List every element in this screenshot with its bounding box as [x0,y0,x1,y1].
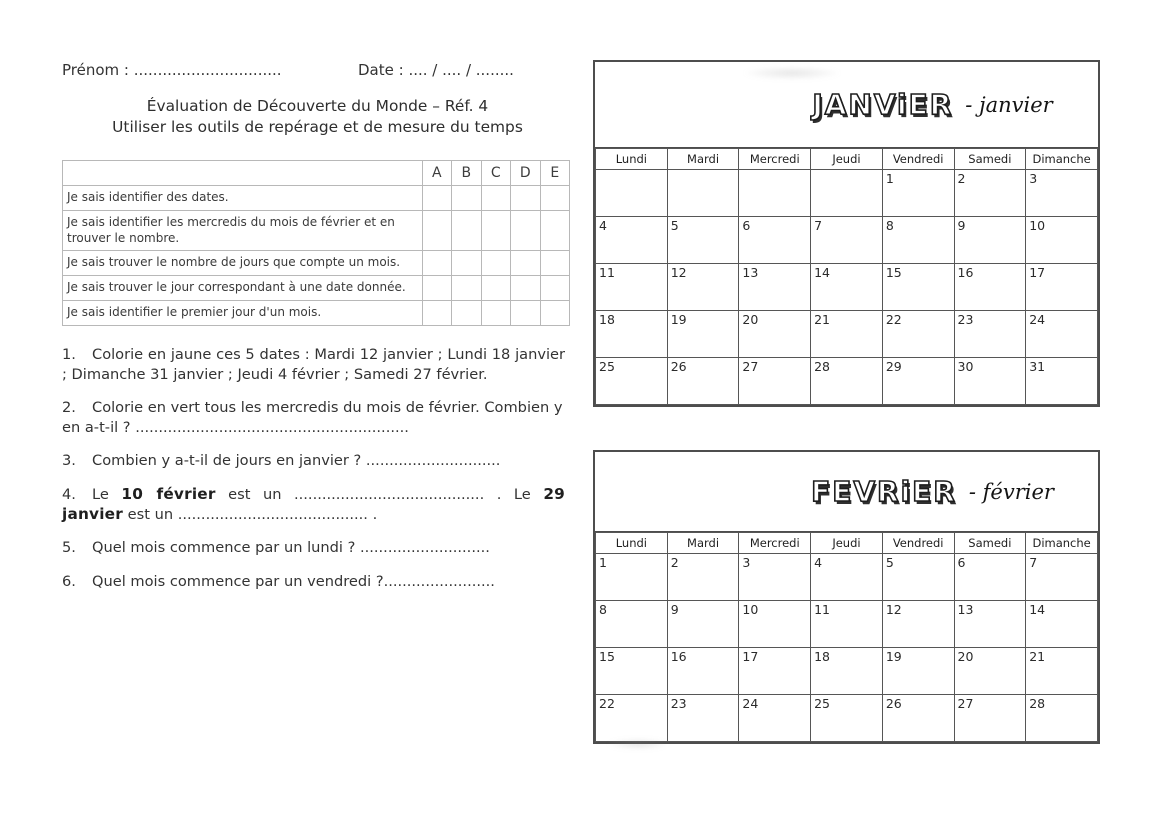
question-number: 3. [62,452,76,470]
question-3 [62,451,565,471]
question-number: 1. [62,345,76,363]
day-cell: 25 [596,358,668,405]
calendar-week-row [596,170,1098,217]
grade-cell [481,251,511,276]
grade-cell [540,276,570,301]
grade-cell [422,186,452,211]
day-cell: 21 [811,311,883,358]
day-header: Dimanche [1026,533,1098,554]
day-cell: 8 [596,601,668,648]
day-cell: 8 [882,217,954,264]
day-header: Vendredi [882,533,954,554]
day-cell: 27 [954,695,1026,742]
grade-cell [540,186,570,211]
month-title: JANViER [812,88,954,121]
day-header: Samedi [954,149,1026,170]
skill-row [63,301,570,326]
day-header: Jeudi [811,149,883,170]
day-cell: 21 [1026,648,1098,695]
day-cell: 24 [739,695,811,742]
calendar-week-row [596,264,1098,311]
day-cell: 23 [667,695,739,742]
question-5 [62,538,565,558]
question-text: est un [123,505,178,523]
day-cell: 31 [1026,358,1098,405]
day-header: Lundi [596,533,668,554]
skill-row [63,276,570,301]
day-cell: 7 [1026,554,1098,601]
day-header: Mercredi [739,533,811,554]
day-cell: 13 [954,601,1026,648]
calendar-week-row [596,217,1098,264]
grade-cell [452,276,482,301]
day-cell: 26 [667,358,739,405]
day-cell: 17 [739,648,811,695]
day-cell: 16 [954,264,1026,311]
day-cell: 19 [667,311,739,358]
skills-column-header: D [511,161,541,186]
bold-date: 10 février [121,484,216,503]
grade-cell [511,210,541,251]
day-cell: 14 [811,264,883,311]
question-2 [62,398,565,437]
day-cell: 9 [954,217,1026,264]
question-1 [62,345,565,384]
grade-cell [422,301,452,326]
prenom-field: Prénom : ............................... [62,61,282,79]
day-header: Mardi [667,149,739,170]
question-text: . [367,505,378,523]
skills-column-header: B [452,161,482,186]
grade-cell [452,186,482,211]
calendar-title-bar [595,452,1098,532]
answer-blank: ......................................... [294,485,485,503]
day-cell: 3 [1026,170,1098,217]
day-header: Dimanche [1026,149,1098,170]
calendar-grid [595,532,1098,742]
calendar-week-row [596,648,1098,695]
worksheet-title [62,96,565,138]
month-subtitle: - février [968,479,1054,504]
day-cell: 9 [667,601,739,648]
day-cell: 15 [596,648,668,695]
day-cell [811,170,883,217]
date-field: Date : .... / .... / ........ [358,61,514,79]
day-cell: 12 [667,264,739,311]
day-cell: 23 [954,311,1026,358]
day-cell: 11 [811,601,883,648]
day-cell: 2 [954,170,1026,217]
grade-cell [540,210,570,251]
skill-row [63,186,570,211]
day-cell: 19 [882,648,954,695]
day-header: Vendredi [882,149,954,170]
calendar-week-row [596,601,1098,648]
day-cell: 12 [882,601,954,648]
bold-date: 29 janvier [62,484,565,523]
day-cell: 2 [667,554,739,601]
skill-label: Je sais identifier des dates. [63,186,423,211]
title-line-1: Évaluation de Découverte du Monde – Réf. 4 [146,97,489,115]
question-text: Quel mois commence par un vendredi ?........................ [92,572,495,590]
skill-label: Je sais identifier les mercredis du mois de février et en trouver le nombre. [63,210,423,251]
question-text: Le [92,485,122,503]
grade-cell [540,301,570,326]
day-cell: 6 [954,554,1026,601]
grade-cell [452,251,482,276]
skills-column-header: A [422,161,452,186]
calendar-day-header-row [596,533,1098,554]
grade-cell [481,210,511,251]
day-cell: 17 [1026,264,1098,311]
grade-cell [511,301,541,326]
day-cell: 13 [739,264,811,311]
day-cell: 4 [596,217,668,264]
answer-blank: ......................................... [177,505,368,523]
question-text: Colorie en jaune ces 5 dates : Mardi 12 janvier ; Lundi 18 janvier ; Dimanche 31 janvier ; Jeudi 4 février ; Samedi 27 février. [62,345,565,383]
day-cell: 22 [596,695,668,742]
day-cell: 6 [739,217,811,264]
calendar-week-row [596,695,1098,742]
day-cell: 11 [596,264,668,311]
grade-cell [511,186,541,211]
question-text: est un [215,485,295,503]
grade-cell [481,301,511,326]
skills-header-blank [63,161,423,186]
question-number: 2. [62,399,76,417]
calendar-february [593,450,1100,744]
question-number: 5. [62,539,76,557]
calendar-title-bar [595,62,1098,148]
day-cell: 15 [882,264,954,311]
calendar-january [593,60,1100,407]
day-cell: 18 [811,648,883,695]
skill-label: Je sais identifier le premier jour d'un mois. [63,301,423,326]
day-cell: 16 [667,648,739,695]
skills-header-row [63,161,570,186]
grade-cell [422,210,452,251]
skills-table [62,160,570,326]
skills-column-header: E [540,161,570,186]
day-cell: 20 [954,648,1026,695]
day-cell: 20 [739,311,811,358]
calendar-week-row [596,554,1098,601]
day-cell [739,170,811,217]
day-cell: 5 [882,554,954,601]
question-number: 6. [62,572,76,590]
questions-list [62,345,565,591]
calendar-week-row [596,311,1098,358]
month-title: FEVRiER [811,475,957,508]
question-text: . Le [484,485,544,503]
grade-cell [452,210,482,251]
day-cell [667,170,739,217]
calendar-day-header-row [596,149,1098,170]
day-cell: 1 [596,554,668,601]
skill-label: Je sais trouver le nombre de jours que compte un mois. [63,251,423,276]
title-line-2: Utiliser les outils de repérage et de mesure du temps [112,118,523,136]
day-cell: 18 [596,311,668,358]
grade-cell [540,251,570,276]
calendar-grid [595,148,1098,405]
skill-row [63,251,570,276]
worksheet-left-column [62,60,565,605]
day-cell: 24 [1026,311,1098,358]
day-header: Mardi [667,533,739,554]
day-header: Jeudi [811,533,883,554]
grade-cell [481,186,511,211]
day-cell: 28 [811,358,883,405]
question-number: 4. [62,485,76,503]
grade-cell [422,251,452,276]
question-text: Combien y a-t-il de jours en janvier ? ............................. [92,452,501,470]
month-subtitle: - janvier [965,92,1053,117]
question-text: Quel mois commence par un lundi ? ............................ [92,539,490,557]
day-cell: 27 [739,358,811,405]
day-cell: 25 [811,695,883,742]
day-header: Samedi [954,533,1026,554]
calendar-week-row [596,358,1098,405]
day-cell: 28 [1026,695,1098,742]
grade-cell [422,276,452,301]
day-cell: 10 [1026,217,1098,264]
grade-cell [452,301,482,326]
grade-cell [481,276,511,301]
identity-row [62,60,565,80]
skill-label: Je sais trouver le jour correspondant à une date donnée. [63,276,423,301]
day-cell: 22 [882,311,954,358]
day-cell [596,170,668,217]
day-cell: 3 [739,554,811,601]
skills-column-header: C [481,161,511,186]
day-cell: 7 [811,217,883,264]
day-header: Lundi [596,149,668,170]
day-cell: 4 [811,554,883,601]
grade-cell [511,251,541,276]
skill-row [63,210,570,251]
question-6 [62,572,565,592]
day-cell: 5 [667,217,739,264]
question-4 [62,485,565,524]
day-header: Mercredi [739,149,811,170]
day-cell: 26 [882,695,954,742]
grade-cell [511,276,541,301]
day-cell: 14 [1026,601,1098,648]
day-cell: 29 [882,358,954,405]
day-cell: 30 [954,358,1026,405]
day-cell: 1 [882,170,954,217]
day-cell: 10 [739,601,811,648]
question-text: Colorie en vert tous les mercredis du mois de février. Combien y en a-t-il ? ........................................................... [62,399,563,436]
